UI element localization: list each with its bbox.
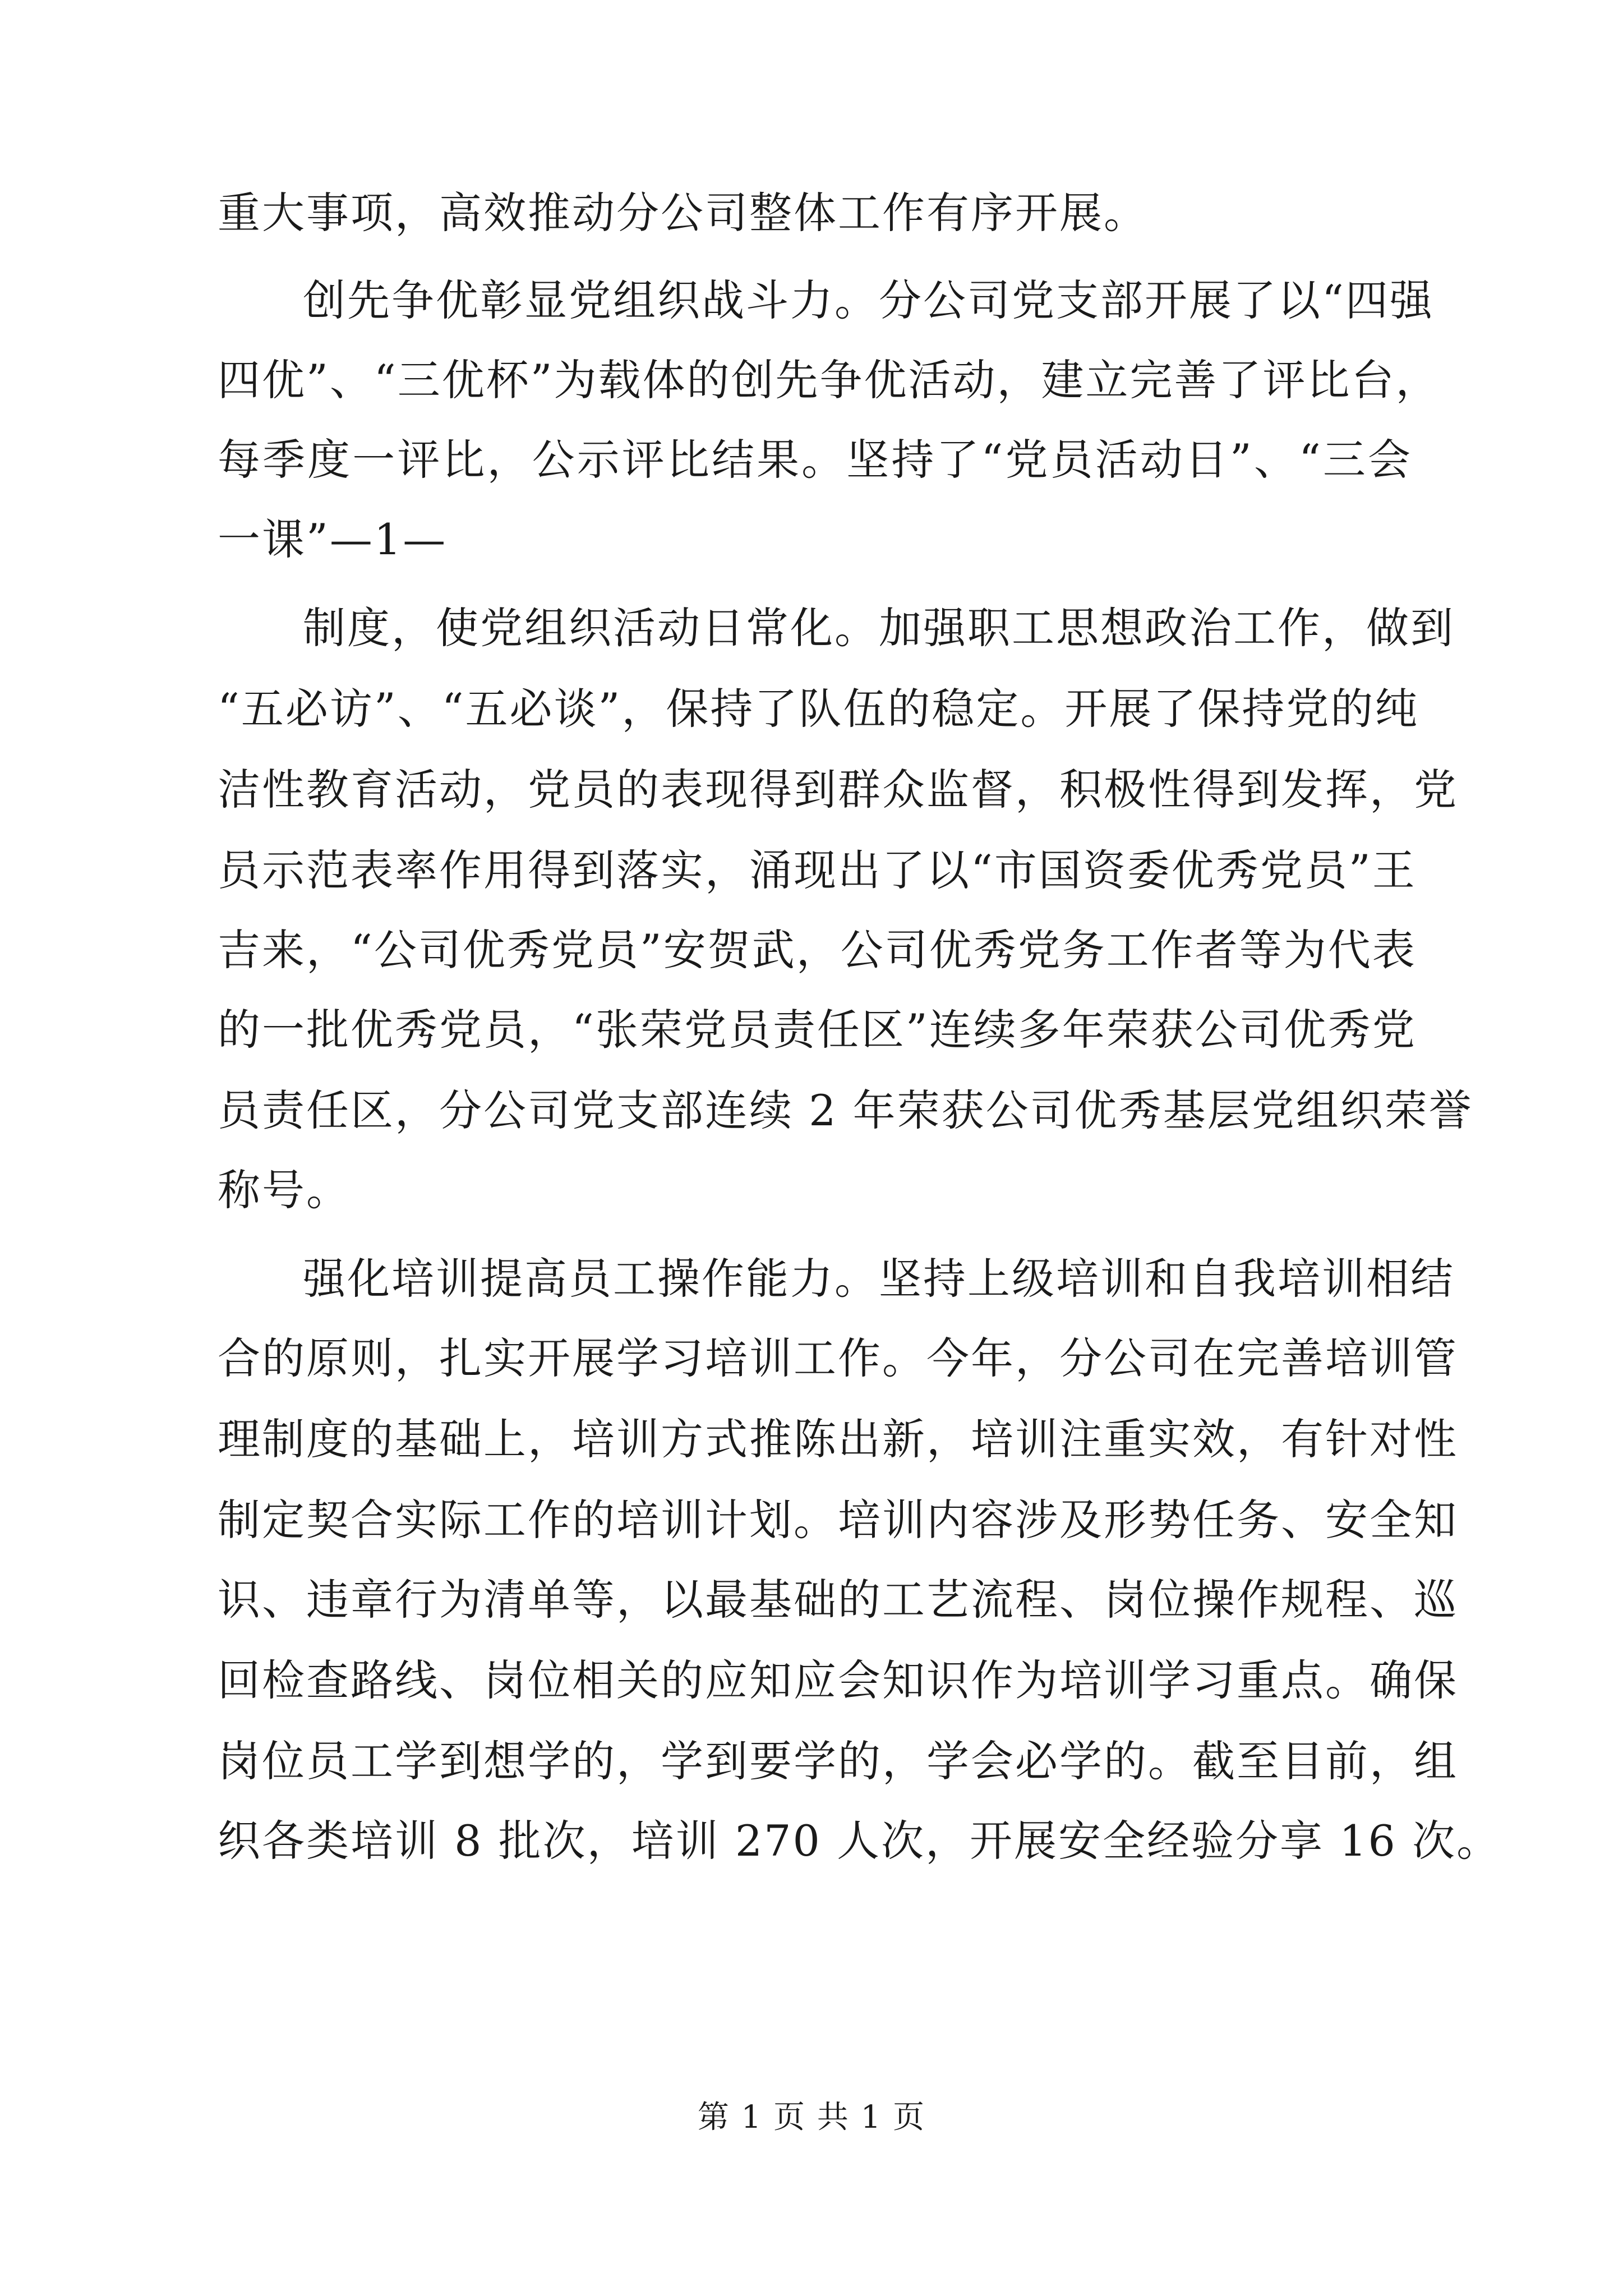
text-line: 吉来，“公司优秀党员”安贺武，公司优秀党务工作者等为代表 xyxy=(218,925,1417,975)
text-line: 识、违章行为清单等，以最基础的工艺流程、岗位操作规程、巡 xyxy=(218,1575,1458,1625)
text-line: 岗位员工学到想学的，学到要学的，学会必学的。截至目前，组 xyxy=(218,1736,1458,1786)
text-line: 的一批优秀党员，“张荣党员责任区”连续多年荣获公司优秀党 xyxy=(218,1005,1417,1055)
text-line: 称号。 xyxy=(218,1165,351,1215)
text-line: “五必访”、“五必谈”，保持了队伍的稳定。开展了保持党的纯 xyxy=(218,684,1419,734)
text-line: 织各类培训 8 批次，培训 270 人次，开展安全经验分享 16 次。 xyxy=(218,1816,1501,1866)
text-line: 回检查路线、岗位相关的应知应会知识作为培训学习重点。确保 xyxy=(218,1655,1458,1705)
paragraph-start-line: 创先争优彰显党组织战斗力。分公司党支部开展了以“四强 xyxy=(303,275,1434,325)
text-line: 制定契合实际工作的培训计划。培训内容涉及形势任务、安全知 xyxy=(218,1495,1458,1545)
text-line: 一课”—1— xyxy=(218,514,448,564)
text-line: 重大事项，高效推动分公司整体工作有序开展。 xyxy=(218,188,1148,238)
text-line: 每季度一评比，公示评比结果。坚持了“党员活动日”、“三会 xyxy=(218,435,1412,485)
paragraph-start-line: 制度，使党组织活动日常化。加强职工思想政治工作，做到 xyxy=(303,603,1455,653)
page-number-footer: 第 1 页 共 1 页 xyxy=(697,2099,926,2136)
text-line: 员责任区，分公司党支部连续 2 年荣获公司优秀基层党组织荣誉 xyxy=(218,1085,1473,1135)
text-line: 洁性教育活动，党员的表现得到群众监督，积极性得到发挥，党 xyxy=(218,765,1458,815)
text-line: 合的原则，扎实开展学习培训工作。今年，分公司在完善培训管 xyxy=(218,1333,1458,1383)
paragraph-start-line: 强化培训提高员工操作能力。坚持上级培训和自我培训相结 xyxy=(303,1254,1455,1304)
text-line: 四优”、“三优杯”为载体的创先争优活动，建立完善了评比台， xyxy=(218,355,1440,405)
text-line: 理制度的基础上，培训方式推陈出新，培训注重实效，有针对性 xyxy=(218,1414,1458,1464)
text-line: 员示范表率作用得到落实，涌现出了以“市国资委优秀党员”王 xyxy=(218,845,1417,895)
